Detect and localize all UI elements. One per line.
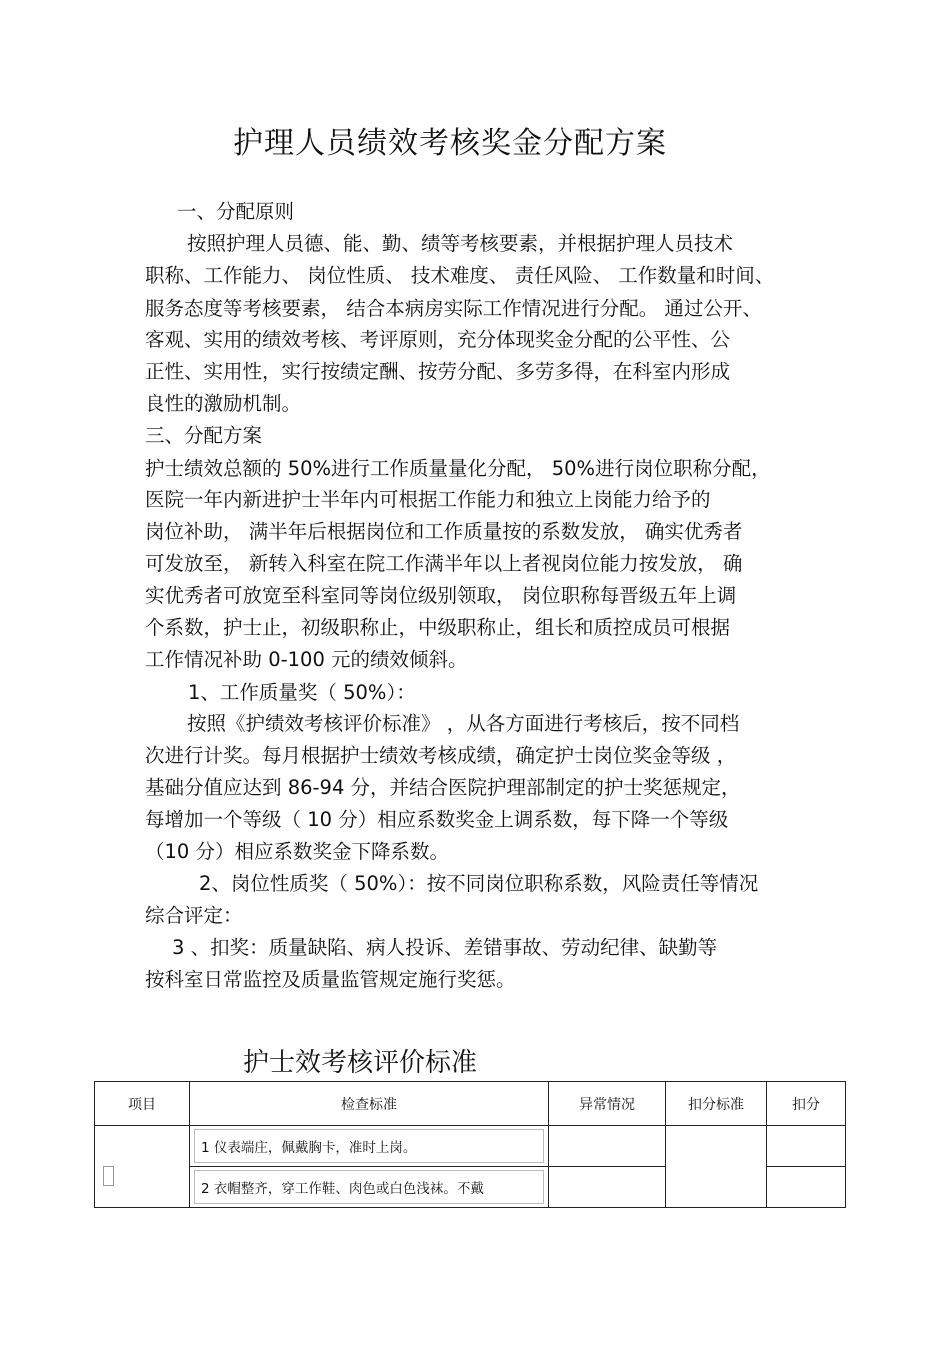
document-title: 护理人员绩效考核奖金分配方案 <box>233 126 667 161</box>
section3-line: 岗位补助， 满半年后根据岗位和工作质量按的系数发放， 确实优秀者 <box>145 520 743 543</box>
item1-line: 按照《护绩效考核评价标准》 ，从各方面进行考核后，按不同档 <box>187 712 740 735</box>
criteria-cell <box>190 1126 549 1167</box>
header-cell: 异常情况 <box>549 1082 666 1126</box>
section3-line: 个系数，护士止，初级职称止，中级职称止，组长和质控成员可根据 <box>145 616 731 639</box>
evaluation-table <box>94 1081 846 1208</box>
header-cell: 项目 <box>95 1082 190 1126</box>
table-header-row <box>95 1082 846 1126</box>
criteria-text: 1 仪表端庄，佩戴胸卡，准时上岗。 <box>194 1129 544 1163</box>
item1-line: （10 分）相应系数奖金下降系数。 <box>145 840 450 863</box>
item2-line: 综合评定： <box>145 904 243 927</box>
deduction-cell <box>767 1167 846 1208</box>
item3-line: 3 、扣奖：质量缺陷、病人投诉、差错事故、劳动纪律、缺勤等 <box>172 936 718 959</box>
section3-heading: 三、分配方案 <box>145 424 263 447</box>
section1-line: 按照护理人员德、能、勤、绩等考核要素，并根据护理人员技术 <box>187 232 734 255</box>
section3-line: 护士绩效总额的 50%进行工作质量量化分配， 50%进行岗位职称分配， <box>145 457 771 480</box>
section3-line: 工作情况补助 0-100 元的绩效倾斜。 <box>145 648 468 671</box>
section1-line: 服务态度等考核要素， 结合本病房实际工作情况进行分配。 通过公开、 <box>145 297 762 320</box>
item1-line: 次进行计奖。每月根据护士绩效考核成绩，确定护士岗位奖金等级 ， <box>145 744 737 767</box>
section1-line: 职称、工作能力、 岗位性质、 技术难度、 责任风险、 工作数量和时间、 <box>145 264 775 287</box>
criteria-text: 2 衣帽整齐，穿工作鞋、肉色或白色浅袜。不戴 <box>194 1170 544 1204</box>
header-cell: 扣分标准 <box>666 1082 767 1126</box>
abnormal-cell <box>549 1126 666 1167</box>
section3-line: 实优秀者可放宽至科室同等岗位级别领取， 岗位职称每晋级五年上调 <box>145 584 737 607</box>
placeholder-box-icon <box>103 1166 114 1186</box>
item2-line: 2、岗位性质奖（ 50%）：按不同岗位职称系数，风险责任等情况 <box>199 872 759 895</box>
deduction-standard-cell <box>666 1126 767 1208</box>
section1-line: 正性、实用性，实行按绩定酬、按劳分配、多劳多得，在科室内形成 <box>145 360 731 383</box>
section3-line: 医院一年内新进护士半年内可根据工作能力和独立上岗能力给予的 <box>145 488 711 511</box>
item-category-cell <box>95 1126 190 1208</box>
deduction-cell <box>767 1126 846 1167</box>
header-cell: 检查标准 <box>190 1082 549 1126</box>
table-title: 护士效考核评价标准 <box>243 1048 478 1078</box>
item1-line: 每增加一个等级（ 10 分）相应系数奖金上调系数，每下降一个等级 <box>145 808 729 831</box>
section3-line: 可发放至， 新转入科室在院工作满半年以上者视岗位能力按发放， 确 <box>145 552 743 575</box>
abnormal-cell <box>549 1167 666 1208</box>
item3-line: 按科室日常监控及质量监管规定施行奖惩。 <box>145 968 516 991</box>
header-cell: 扣分 <box>767 1082 846 1126</box>
item1-line: 基础分值应达到 86-94 分，并结合医院护理部制定的护士奖惩规定， <box>145 776 741 799</box>
criteria-cell <box>190 1167 549 1208</box>
section1-line: 良性的激励机制。 <box>145 392 302 415</box>
table-row <box>95 1126 846 1167</box>
section1-line: 客观、实用的绩效考核、考评原则，充分体现奖金分配的公平性、公 <box>145 328 731 351</box>
section1-heading: 一、分配原则 <box>177 200 295 223</box>
item1-heading: 1、工作质量奖（ 50%）： <box>188 681 416 704</box>
